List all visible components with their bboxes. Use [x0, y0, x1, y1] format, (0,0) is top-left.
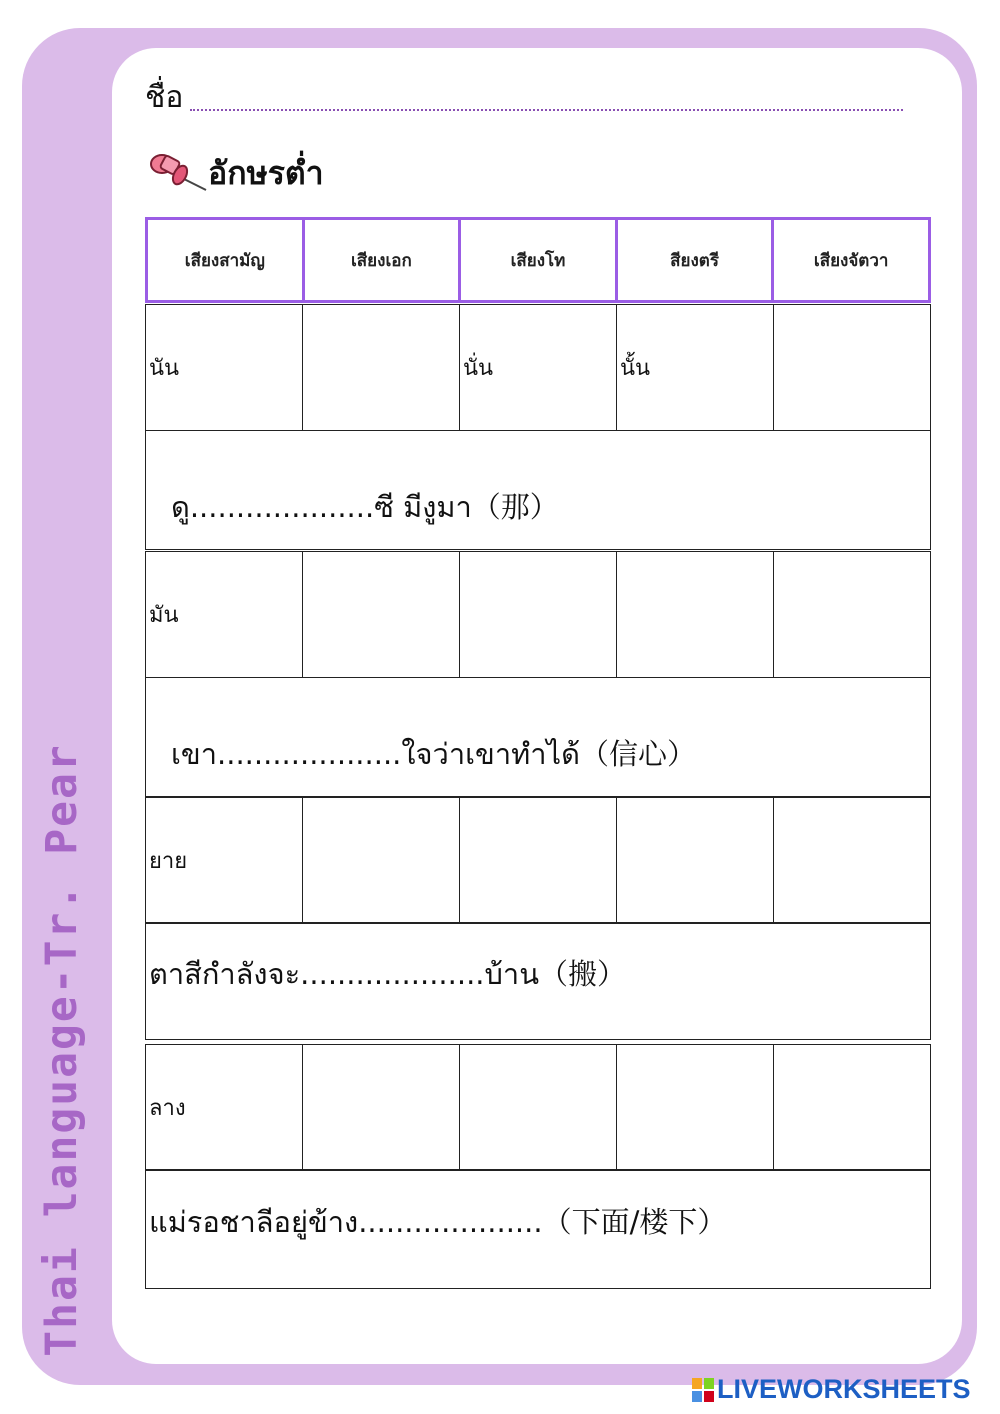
- sentence-row[interactable]: ดู....................ซี มีงูมา（那）: [145, 430, 931, 550]
- word-cell: ยาย: [146, 798, 303, 924]
- word-cell: นั้น: [617, 305, 774, 431]
- word-cell: ลาง: [146, 1045, 303, 1171]
- name-input-line[interactable]: [190, 109, 903, 111]
- word-row: [145, 1044, 931, 1171]
- tone-header-row: [145, 217, 931, 303]
- answer-cell[interactable]: [303, 552, 460, 678]
- header-common-tone: เสียงสามัญ: [145, 217, 305, 303]
- name-label: ชื่อ: [145, 80, 184, 115]
- word-row: [145, 304, 931, 431]
- brand-text: LIVEWORKSHEETS: [717, 1374, 971, 1404]
- answer-cell[interactable]: [774, 798, 931, 924]
- answer-cell[interactable]: [774, 305, 931, 431]
- word-row: [145, 797, 931, 924]
- answer-cell[interactable]: [460, 798, 617, 924]
- answer-cell[interactable]: [774, 552, 931, 678]
- header-falling-tone: เสียงโท: [458, 217, 618, 303]
- pushpin-icon: [148, 150, 210, 194]
- answer-cell[interactable]: [460, 552, 617, 678]
- word-cell: นัน: [146, 305, 303, 431]
- header-low-tone: เสียงเอก: [302, 217, 462, 303]
- section-heading: อักษรต่ำ: [208, 154, 324, 192]
- answer-cell[interactable]: [617, 552, 774, 678]
- liveworksheets-icon: [692, 1378, 714, 1402]
- brand-logo: [692, 1374, 971, 1405]
- answer-cell[interactable]: [460, 1045, 617, 1171]
- header-high-tone: สียงตรี: [615, 217, 775, 303]
- sentence-row[interactable]: ตาสีกำลังจะ....................บ้าน（搬）: [145, 922, 931, 1040]
- word-cell: นั่น: [460, 305, 617, 431]
- answer-cell[interactable]: [303, 798, 460, 924]
- answer-cell[interactable]: [617, 798, 774, 924]
- header-rising-tone: เสียงจัตวา: [771, 217, 931, 303]
- sentence-row[interactable]: แม่รอชาลีอยู่ข้าง....................（下面/楼下）: [145, 1169, 931, 1289]
- side-label: Thai language-Tr. Pear: [37, 743, 87, 1357]
- word-row: [145, 551, 931, 678]
- sentence-row[interactable]: เขา....................ใจว่าเขาทำได้（信心）: [145, 677, 931, 797]
- word-cell: มัน: [146, 552, 303, 678]
- answer-cell[interactable]: [774, 1045, 931, 1171]
- answer-cell[interactable]: [303, 1045, 460, 1171]
- answer-cell[interactable]: [303, 305, 460, 431]
- answer-cell[interactable]: [617, 1045, 774, 1171]
